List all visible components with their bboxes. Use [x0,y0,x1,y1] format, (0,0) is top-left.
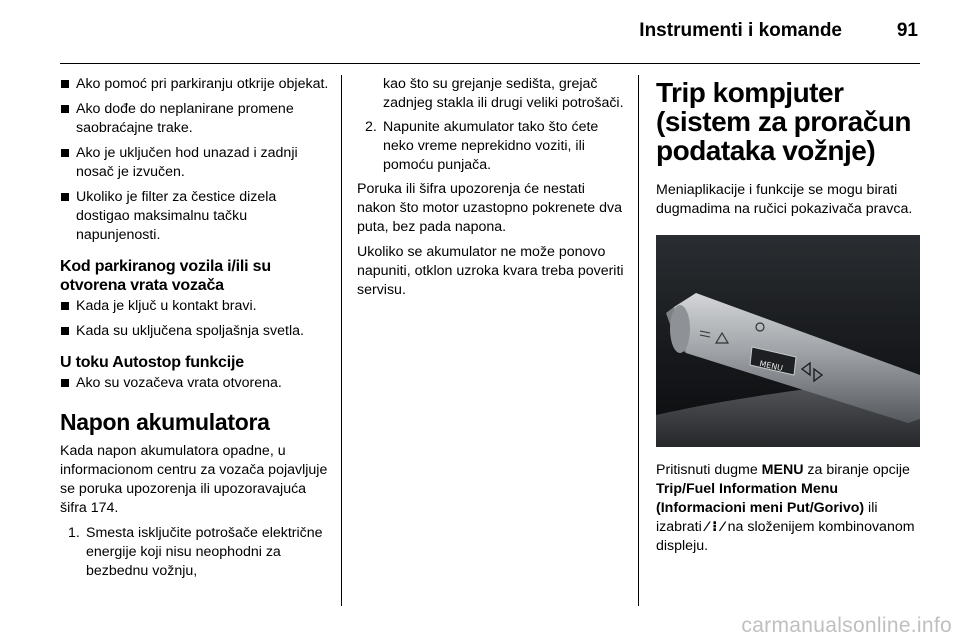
column-divider-1 [341,75,342,606]
trip-computer-intro: Meniaplikacije i funkcije se mogu birati dugmadima na ručici pokazivača pravca. [656,182,913,217]
menu-instructions: Pritisnuti dugme MENU za biranje opcije Trip/Fuel Information Menu (Informacioni meni Put/Gorivo) ili izabrati ⁄ ⁝ ⁄ na složenijem kombinovanom displeju. [656,462,915,554]
warning-conditions-list [60,75,330,245]
service-text: Ukoliko se akumulator ne može ponovo napuniti, otklon uzroka kvara treba poveriti servisu. [357,244,624,298]
list-item: Ako je uključen hod unazad i zadnji nosač je izvučen. [60,144,330,182]
parked-vehicle-heading: Kod parkiranog vozila i/ili su otvorena vrata vozača [60,258,271,294]
battery-steps-list [68,524,330,581]
autostop-list [60,374,330,393]
turn-signal-lever-photo [656,235,920,447]
list-item [365,75,627,113]
step-number: 1. [68,525,80,541]
menu-button-label: MENU [758,359,784,373]
running-title: Instrumenti i komande [639,20,842,41]
road-icon: ⁄ ⁝ ⁄ [705,519,724,535]
battery-steps-continued [365,75,627,175]
list-item: Kada su uključena spoljašnja svetla. [60,322,330,341]
autostop-heading: U toku Autostop funkcije [60,354,244,371]
battery-voltage-text: Kada napon akumulatora opadne, u informacionom centru za vozača pojavljuje se poruka upozorenja ili upozoravajuća šifra 174. [60,443,328,516]
page-number: 91 [896,20,918,41]
list-item [365,118,627,175]
battery-voltage-heading: Napon akumulatora [60,409,270,435]
list-item: Ako su vozačeva vrata otvorena. [60,374,330,393]
menu-button-ref: MENU [761,462,804,478]
list-item: Kada je ključ u kontakt bravi. [60,297,330,316]
page-header [60,0,920,64]
list-item: Ukoliko je filter za čestice dizela dostigao maksimalnu tačku napunjenosti. [60,188,330,245]
list-item [68,524,330,581]
watermark: carmanualsonline.info [741,614,952,637]
step-text: Napunite akumulator tako što ćete neko vreme neprekidno voziti, ili pomoću punjača. [383,119,599,173]
list-item: Ako pomoć pri parkiranju otkrije objekat. [60,75,330,94]
list-item: Ako dođe do neplanirane promene saobraćajne trake. [60,100,330,138]
turn-signal-lever-illustration [656,235,920,447]
column-3 [656,75,926,562]
step-text: kao što su grejanje sedišta, grejač zadnjeg stakla ili drugi veliki potrošači. [383,76,624,111]
trip-computer-heading: Trip kompjuter (sistem za proračun podataka vožnje) [656,77,912,166]
parked-vehicle-list [60,297,330,341]
column-divider-2 [638,75,639,606]
trip-fuel-menu-ref: Trip/Fuel Information Menu (Informacioni meni Put/Gorivo) [656,481,865,516]
column-2 [357,75,627,306]
step-text: Smesta isključite potrošače električne energije koji nisu neophodni za bezbednu vožnju, [86,525,323,579]
step-number: 2. [365,119,377,135]
warning-clear-text: Poruka ili šifra upozorenja će nestati nakon što motor uzastopno pokrenete dva puta, bez pada napona. [357,181,623,235]
column-1 [60,75,330,586]
